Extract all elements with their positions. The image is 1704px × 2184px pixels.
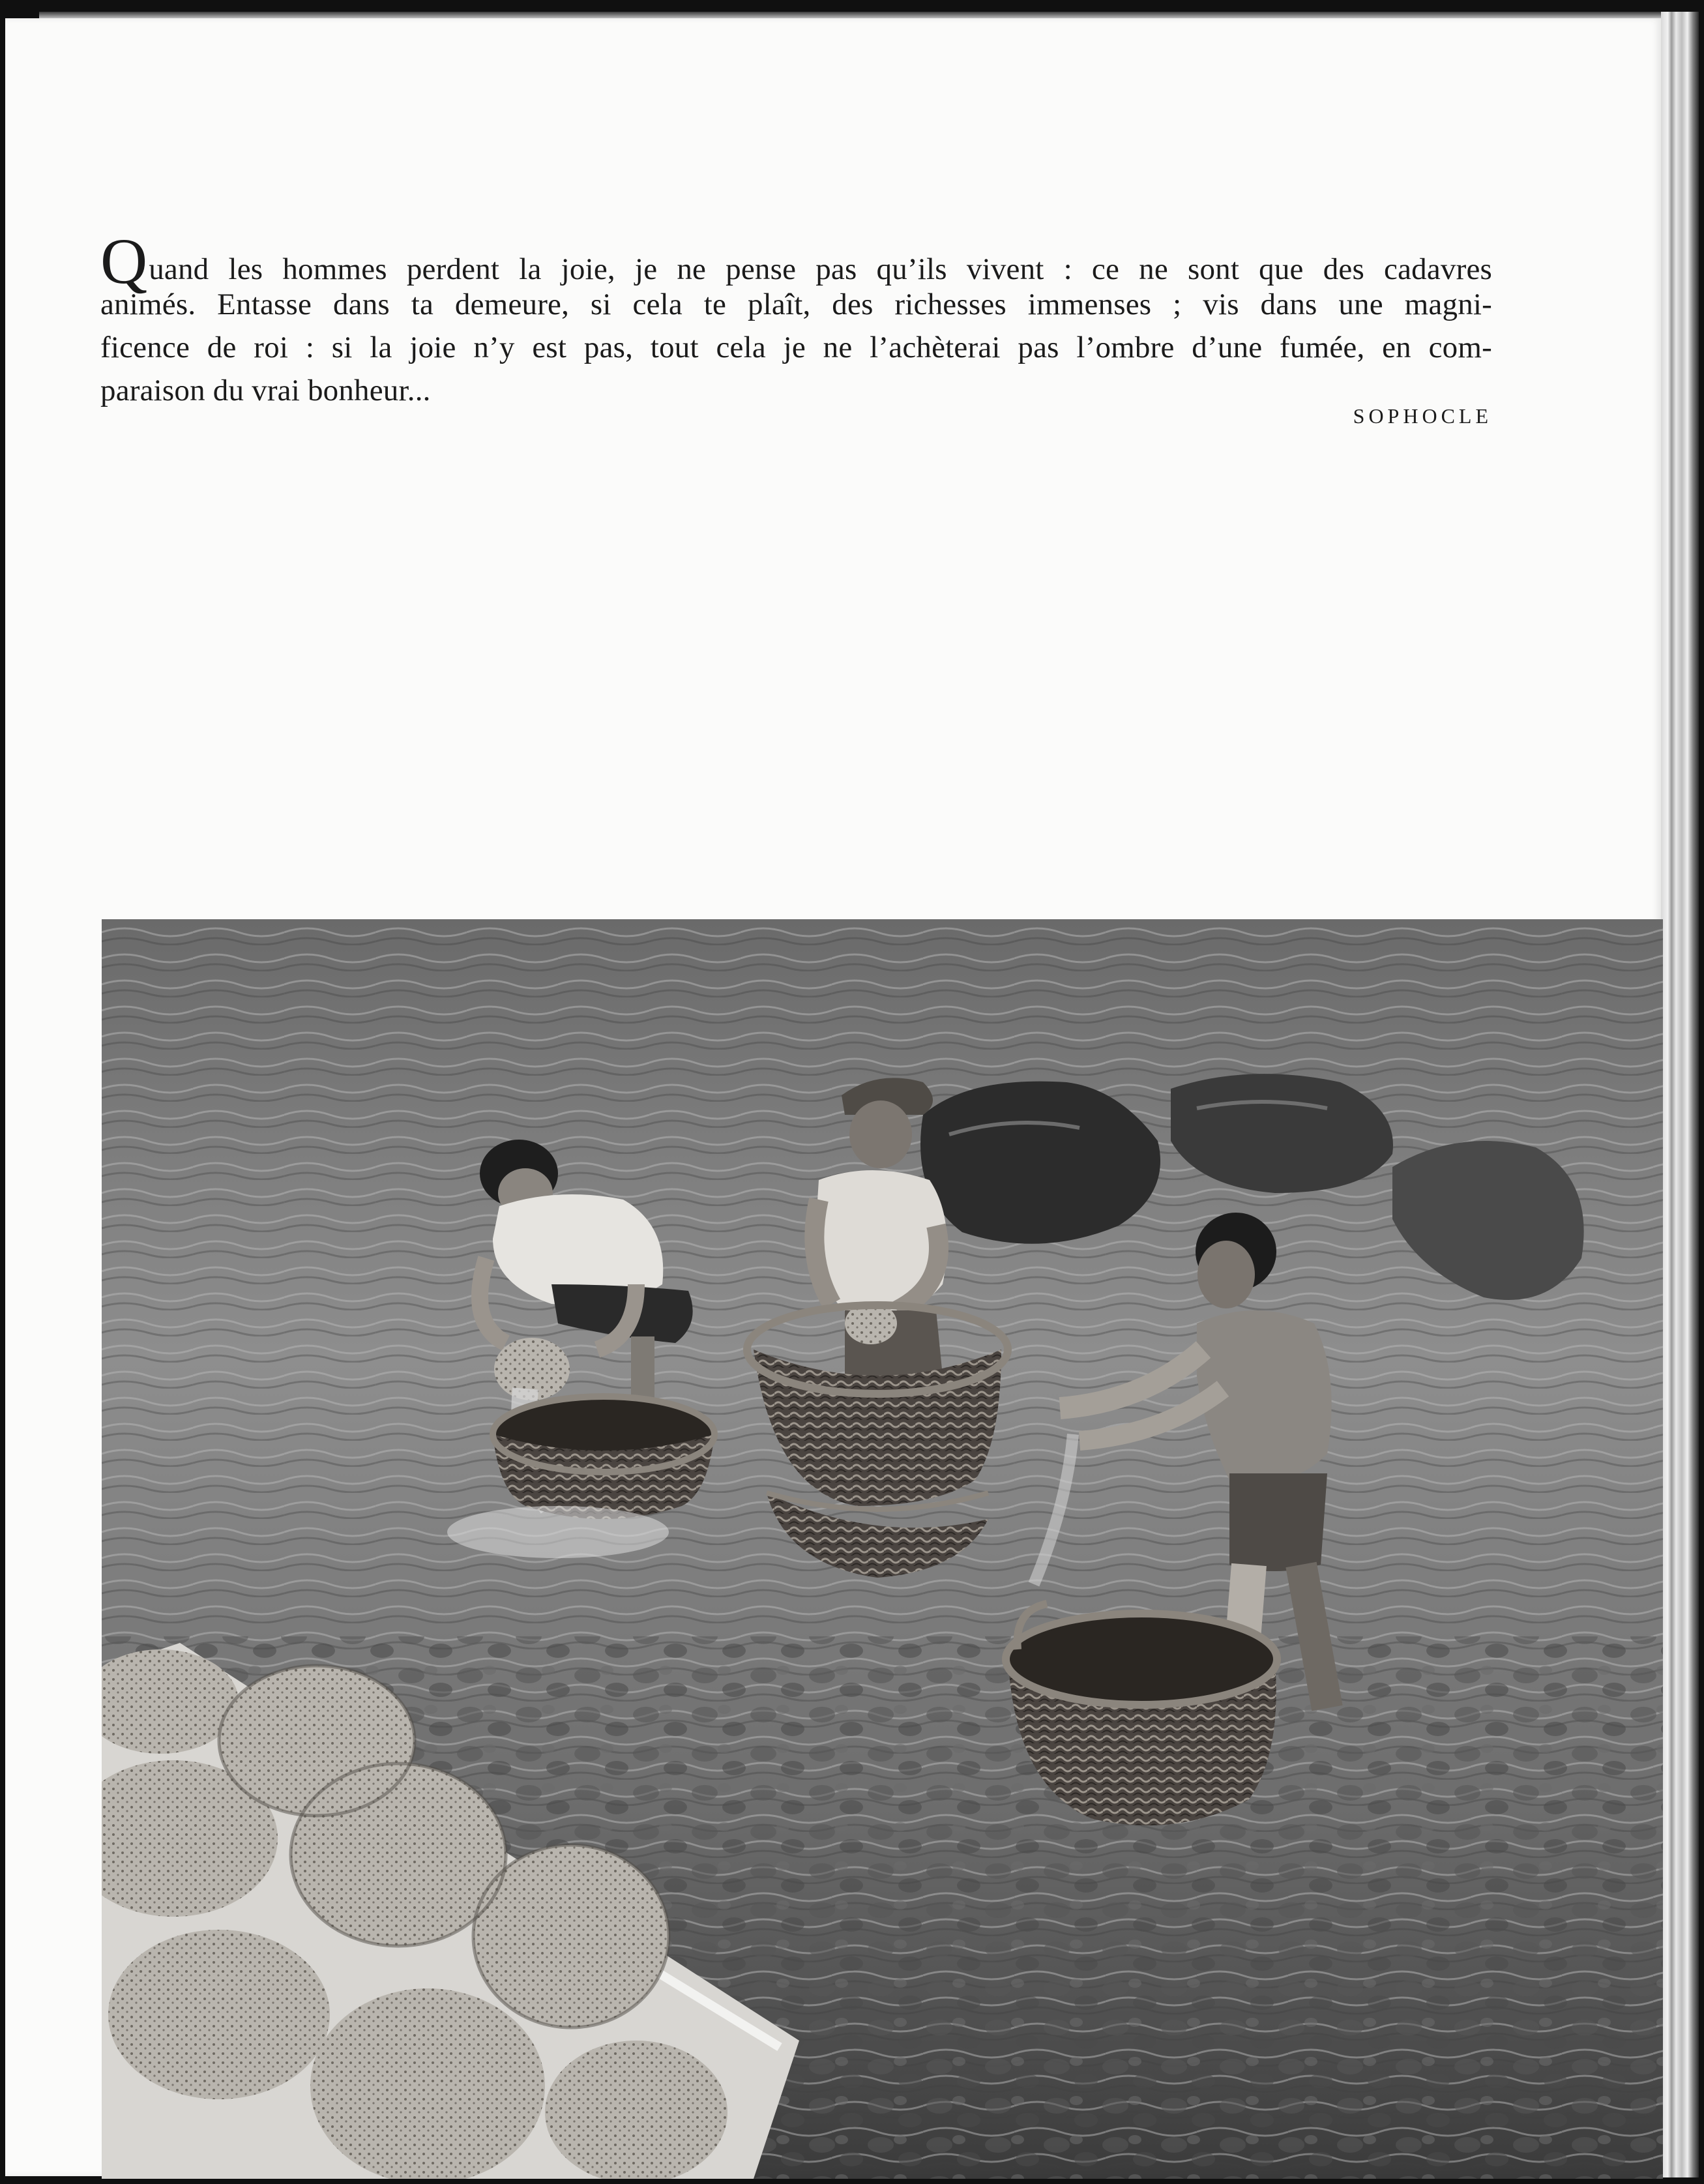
epigraph-quote xyxy=(100,225,1492,428)
quote-line-1 xyxy=(100,225,1492,297)
photo-illustration xyxy=(102,919,1663,2179)
book-page-edges xyxy=(1661,12,1699,2177)
drop-cap: Q xyxy=(100,225,148,297)
quote-line-4: paraison du vrai bonheur... xyxy=(100,374,431,407)
quote-line-1-text: uand les hommes perdent la joie, je ne pense pas qu’ils vivent : ce ne sont que des cadavres xyxy=(149,252,1492,286)
quote-line-3: ficence de roi : si la joie n’y est pas, tout cela je ne l’achèterai pas l’ombre d’une fumée, en com- xyxy=(100,331,1492,364)
quote-line-2: animés. Entasse dans ta demeure, si cela te plaît, des richesses immenses ; vis dans une magni- xyxy=(100,288,1492,321)
quote-author: SOPHOCLE xyxy=(1353,404,1492,428)
photograph-sponge-fishermen xyxy=(102,919,1663,2179)
page-top-edge xyxy=(39,12,1662,18)
